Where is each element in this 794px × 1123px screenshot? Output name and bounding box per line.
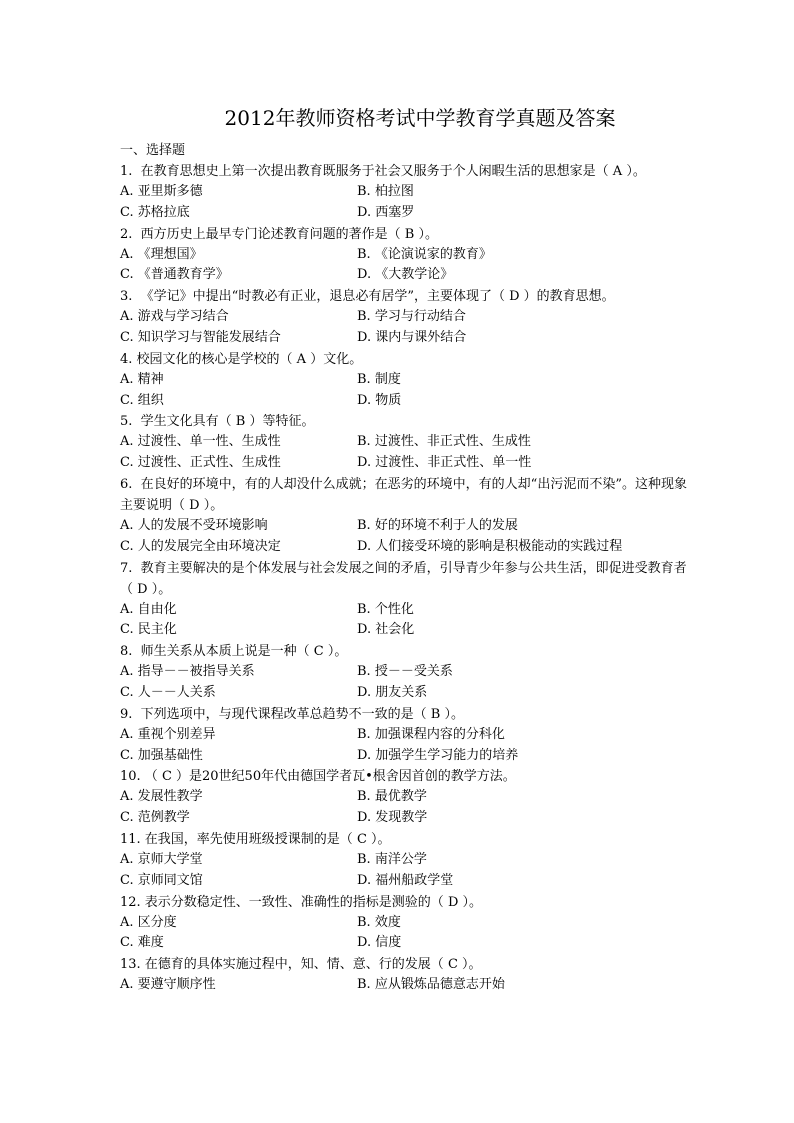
question-stem: 8. 师生关系从本质上说是一种（ C ）。 bbox=[120, 644, 348, 660]
answer-option: C. 知识学习与智能发展结合 bbox=[120, 329, 281, 345]
answer-option: A. 指导－－被指导关系 bbox=[120, 664, 255, 680]
question-item bbox=[120, 349, 690, 412]
answer-options bbox=[120, 245, 690, 287]
answer-option: A. 亚里斯多德 bbox=[120, 184, 203, 199]
answer-option: B. 最优教学 bbox=[357, 789, 427, 805]
question-stem: 12. 表示分数稳定性、一致性、准确性的指标是测验的（ D ）。 bbox=[120, 894, 482, 910]
question-stem: 4. 校园文化的核心是学校的（ A ）文化。 bbox=[120, 351, 363, 367]
answer-option: C. 组织 bbox=[120, 392, 164, 408]
question-item bbox=[120, 161, 690, 224]
answer-option: B. 个性化 bbox=[357, 601, 414, 617]
section-heading: 一、选择题 bbox=[120, 143, 186, 158]
answer-option: A. 人的发展不受环境影响 bbox=[120, 517, 268, 533]
question-item bbox=[120, 954, 690, 996]
answer-options bbox=[120, 850, 690, 892]
answer-option: C. 民主化 bbox=[120, 622, 177, 638]
answer-option: D. 物质 bbox=[357, 392, 402, 408]
answer-option: C. 范例教学 bbox=[120, 810, 190, 826]
answer-option: B. 应从锻炼品德意志开始 bbox=[357, 977, 505, 993]
answer-option: C. 难度 bbox=[120, 935, 164, 951]
question-stem: 6. 在良好的环境中，有的人却没什么成就；在恶劣的环境中，有的人却“出污泥而不染”。这种现象主要说明（ D ）。 bbox=[120, 476, 687, 513]
answer-options bbox=[120, 913, 690, 955]
answer-option: C. 人的发展完全由环境决定 bbox=[120, 538, 281, 554]
answer-option: D. 加强学生学习能力的培养 bbox=[357, 747, 519, 763]
answer-option: C. 加强基础性 bbox=[120, 747, 203, 763]
answer-option: B. 南洋公学 bbox=[357, 851, 427, 867]
question-item bbox=[120, 704, 690, 767]
question-list bbox=[120, 161, 690, 996]
answer-option: C. 过渡性、正式性、生成性 bbox=[120, 455, 281, 471]
answer-option: C. 苏格拉底 bbox=[120, 204, 190, 220]
answer-options bbox=[120, 662, 690, 704]
question-stem: 10. （ C ）是20世纪50年代由德国学者瓦•根舍因首创的教学方法。 bbox=[120, 769, 516, 785]
answer-option: D. 朋友关系 bbox=[357, 684, 428, 700]
document-title: 2012年教师资格考试中学教育学真题及答案 bbox=[224, 106, 616, 130]
answer-option: A. 区分度 bbox=[120, 914, 177, 930]
question-stem: 2. 西方历史上最早专门论述教育问题的著作是（ B ）。 bbox=[120, 226, 438, 242]
question-item bbox=[120, 224, 690, 287]
answer-options bbox=[120, 787, 690, 829]
answer-options bbox=[120, 600, 690, 642]
answer-option: A. 京师大学堂 bbox=[120, 851, 203, 867]
answer-option: B. 学习与行动结合 bbox=[357, 309, 466, 325]
answer-option: D. 西塞罗 bbox=[357, 204, 415, 220]
answer-option: C. 《普通教育学》 bbox=[120, 267, 229, 283]
question-item bbox=[120, 558, 690, 642]
answer-option: B. 制度 bbox=[357, 371, 401, 387]
answer-option: B. 过渡性、非正式性、生成性 bbox=[357, 434, 531, 450]
question-item bbox=[120, 892, 690, 955]
answer-option: B. 柏拉图 bbox=[357, 184, 414, 199]
question-stem: 5. 学生文化具有（ B ）等特征。 bbox=[120, 414, 315, 430]
answer-options bbox=[120, 725, 690, 767]
question-stem: 11. 在我国，率先使用班级授课制的是（ C ）。 bbox=[120, 831, 391, 847]
answer-option: B. 授－－受关系 bbox=[357, 664, 453, 680]
question-item bbox=[120, 766, 690, 829]
answer-options bbox=[120, 516, 690, 558]
question-stem: 9. 下列选项中，与现代课程改革总趋势不一致的是（ B ）。 bbox=[120, 706, 464, 722]
answer-options bbox=[120, 432, 690, 474]
answer-option: B. 《论演说家的教育》 bbox=[357, 246, 492, 262]
answer-option: D. 信度 bbox=[357, 935, 402, 951]
answer-option: D. 福州船政学堂 bbox=[357, 872, 454, 888]
question-item bbox=[120, 474, 690, 558]
document-page bbox=[120, 104, 690, 996]
question-stem: 3. 《学记》中提出“时教必有正业，退息必有居学”，主要体现了（ D ）的教育思想。 bbox=[120, 289, 615, 305]
question-item bbox=[120, 411, 690, 474]
question-item bbox=[120, 829, 690, 892]
answer-option: D. 课内与课外结合 bbox=[357, 329, 467, 345]
answer-option: D. 《大教学论》 bbox=[357, 267, 454, 283]
answer-options bbox=[120, 370, 690, 412]
answer-options bbox=[120, 307, 690, 349]
answer-options bbox=[120, 975, 690, 996]
answer-option: A. 过渡性、单一性、生成性 bbox=[120, 434, 281, 450]
answer-option: A. 重视个别差异 bbox=[120, 726, 216, 742]
answer-option: B. 加强课程内容的分科化 bbox=[357, 726, 505, 742]
question-stem: 13. 在德育的具体实施过程中，知、情、意、行的发展（ C ）。 bbox=[120, 957, 482, 973]
answer-option: A. 发展性教学 bbox=[120, 789, 203, 805]
answer-option: C. 京师同文馆 bbox=[120, 872, 203, 888]
answer-option: C. 人－－人关系 bbox=[120, 684, 216, 700]
question-item bbox=[120, 641, 690, 704]
question-item bbox=[120, 286, 690, 349]
answer-option: A. 要遵守顺序性 bbox=[120, 977, 216, 993]
answer-option: D. 社会化 bbox=[357, 622, 415, 638]
answer-option: A. 《理想国》 bbox=[120, 246, 203, 262]
question-stem: 1. 在教育思想史上第一次提出教育既服务于社会又服务于个人闲暇生活的思想家是（ A ）。 bbox=[120, 164, 646, 179]
answer-option: D. 人们接受环境的影响是积极能动的实践过程 bbox=[357, 538, 623, 554]
answer-option: A. 精神 bbox=[120, 371, 164, 387]
answer-option: D. 发现教学 bbox=[357, 810, 428, 826]
answer-option: A. 自由化 bbox=[120, 601, 177, 617]
answer-option: D. 过渡性、非正式性、单一性 bbox=[357, 455, 532, 471]
answer-option: B. 效度 bbox=[357, 914, 401, 930]
answer-options bbox=[120, 182, 690, 224]
answer-option: B. 好的环境不利于人的发展 bbox=[357, 517, 518, 533]
question-stem: 7. 教育主要解决的是个体发展与社会发展之间的矛盾，引导青少年参与公共生活，即促进受教育者（ D ）。 bbox=[120, 560, 687, 597]
answer-option: A. 游戏与学习结合 bbox=[120, 309, 229, 325]
